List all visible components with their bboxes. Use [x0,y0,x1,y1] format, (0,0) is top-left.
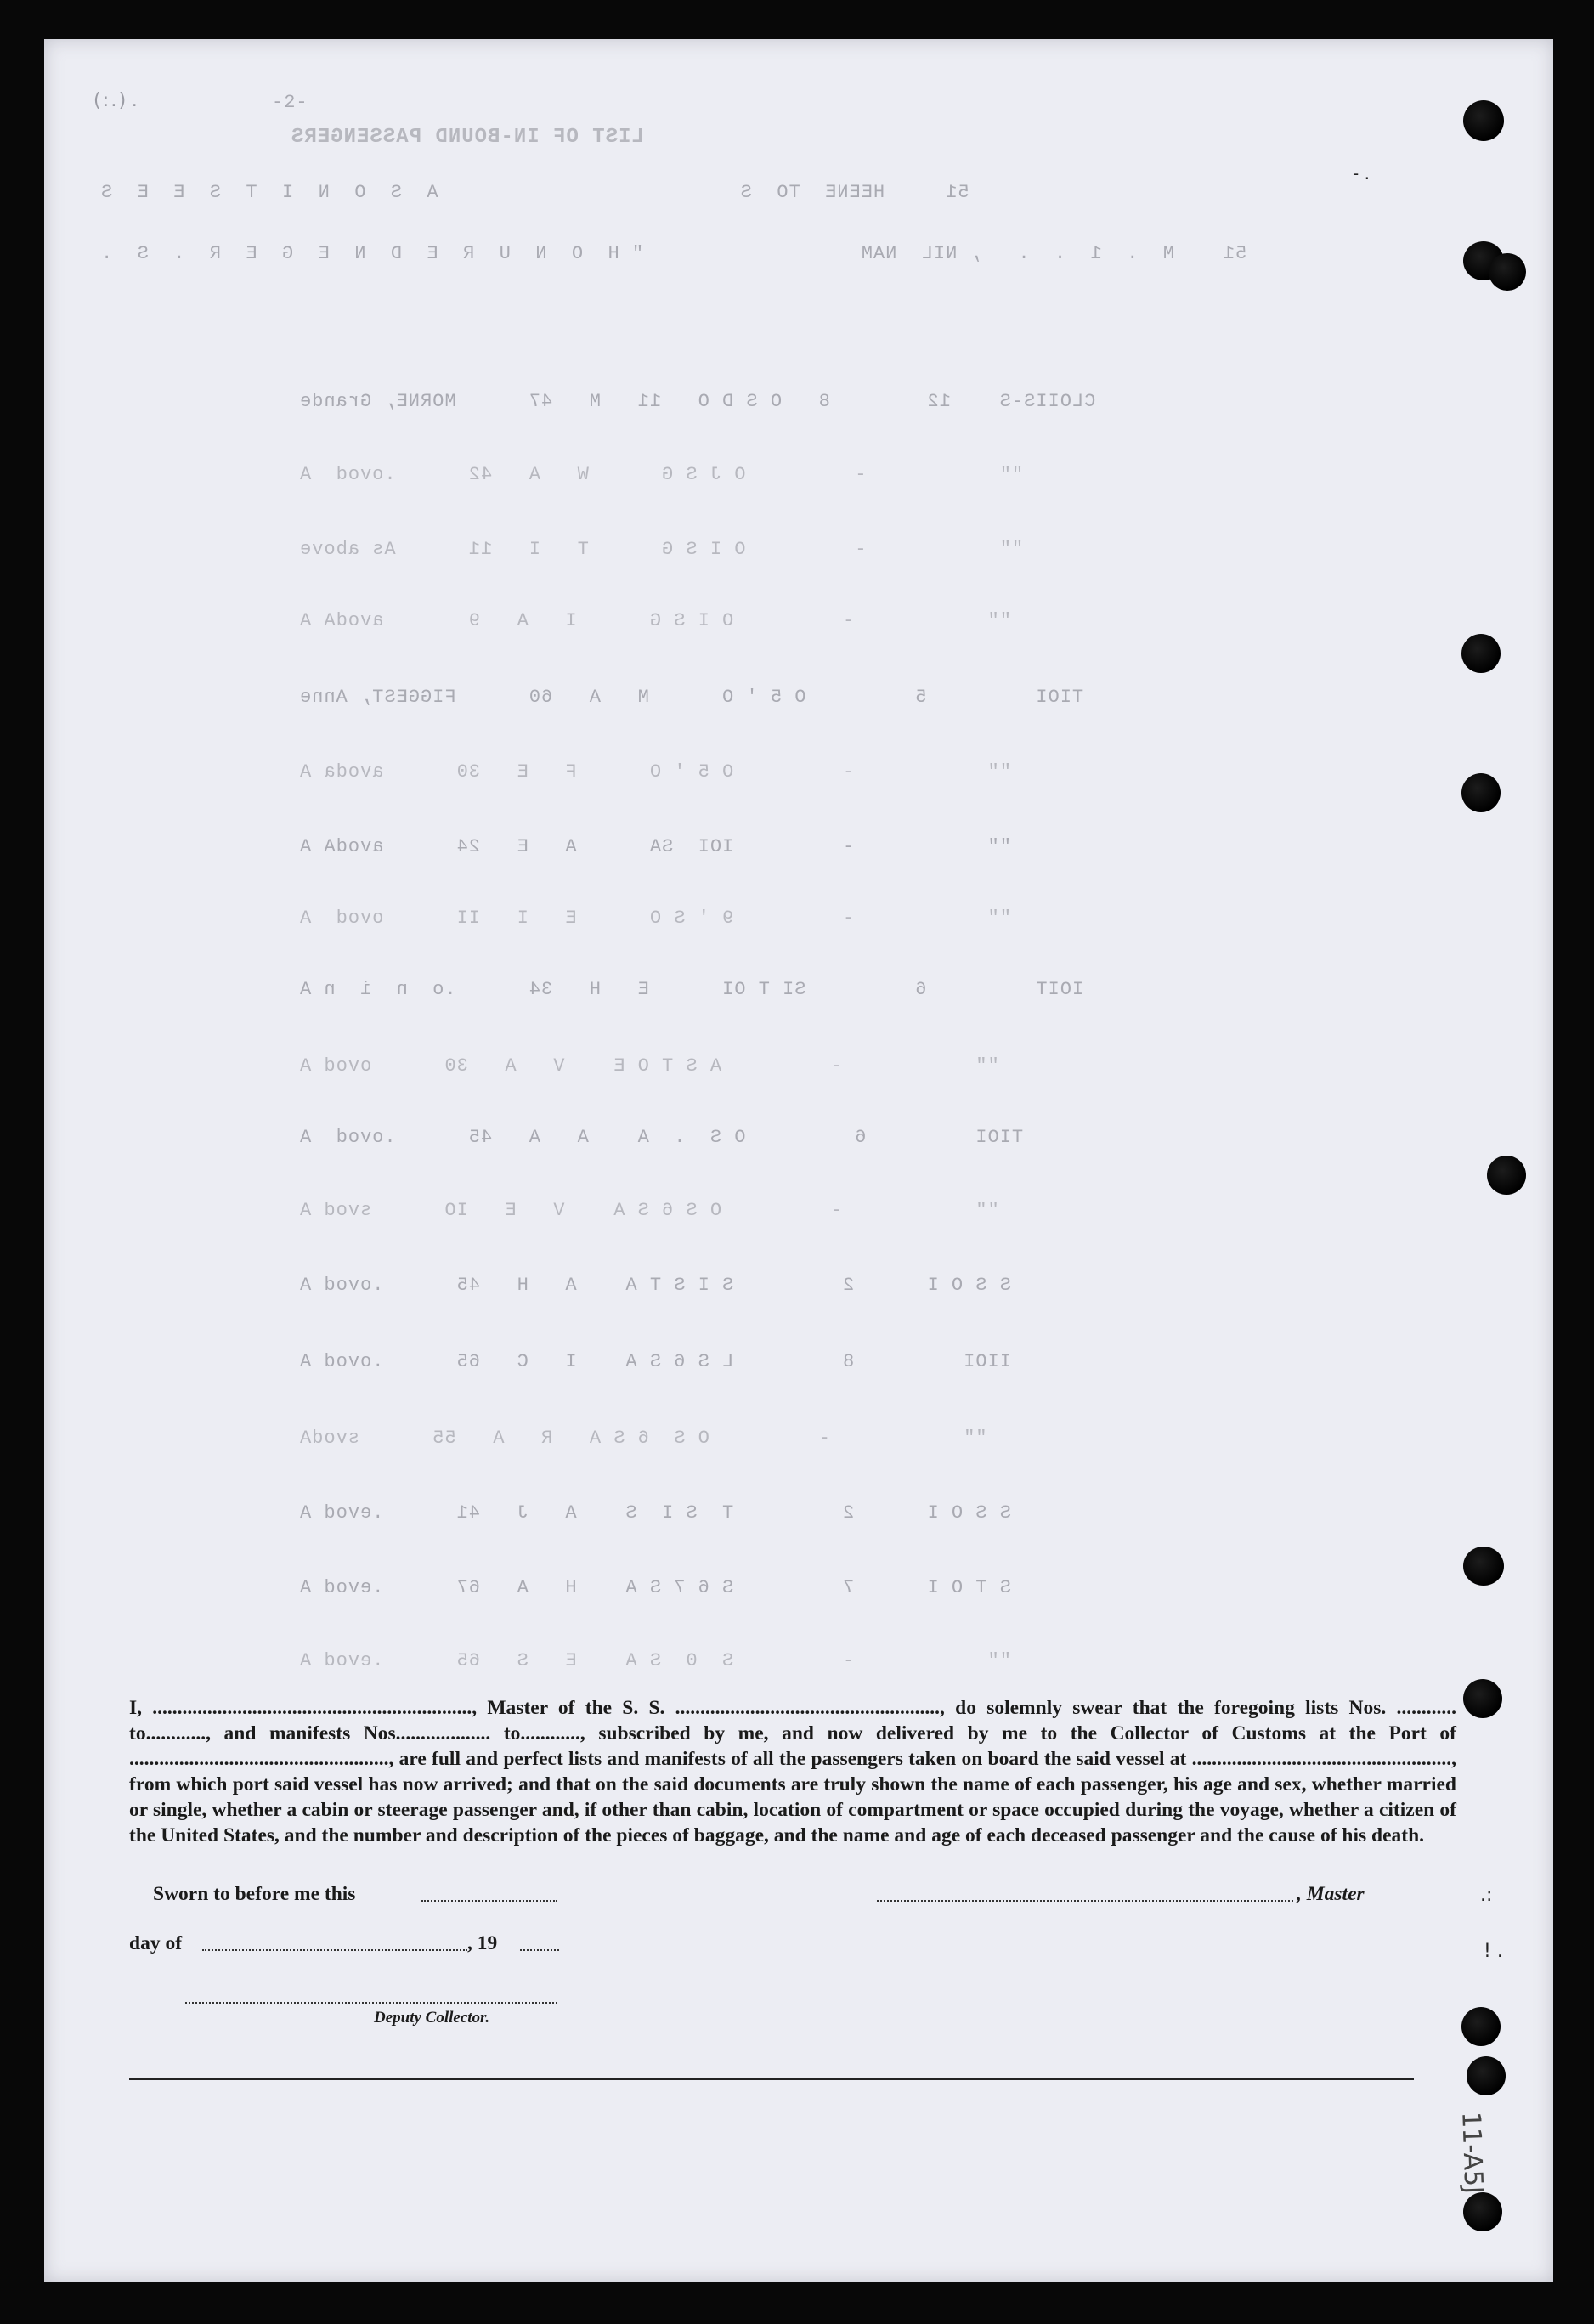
punch-hole [1461,773,1501,812]
bleed-entry: "" - 9 ' S O E I II ovod A [299,908,1011,929]
bleed-entry: CLOIIS-S 12 8 O S D O 11 M 47 MORNE, Grande [299,391,1096,412]
bleed-entry: "" - O I S G T I 11 As above [299,539,1024,560]
day-of-field[interactable] [202,1949,467,1951]
bleed-entry: S T O I 7 S 6 7 S A H A 67 .evod A [299,1577,1011,1598]
bleed-header-title: LIST OF IN-BOUND PASSENGERS [291,126,644,149]
bleed-header-line: 51 M . 1 . . , NIL NAM " H O N U R E D N E G E R . S . [100,243,1247,264]
punch-hole [1489,253,1526,291]
year-field[interactable] [520,1949,559,1951]
bleed-entry: "" - O S 6 S A R A 55 svodA [299,1428,987,1449]
punch-hole [1487,1156,1526,1195]
sworn-date-field[interactable] [421,1900,557,1902]
bleed-entry: "" - O S 6 S A V E IO svod A [299,1200,999,1221]
bleed-entry: TIOI 5 O 5 ' O M A 60 FIGGEST, Anne [299,687,1084,708]
manifest-page [44,39,1553,2282]
bleed-entry: S S O I 2 S I S T A A H 45 .ovod A [299,1275,1011,1296]
punch-hole [1463,100,1504,141]
punch-hole [1461,634,1501,673]
page-number: -2- [272,92,308,113]
handwritten-note: 11-A5J [1456,2111,1489,2195]
bleed-entry: IOIT 6 SI T OI E H 34 .o n i n A [299,979,1084,1000]
day-of-label: day of [129,1932,183,1954]
sworn-label: Sworn to before me this [153,1883,356,1905]
edge-mark: ! . [1484,1941,1503,1962]
bleed-entry: IIOI 8 L S 6 S A I C 65 .ovod A [299,1351,1011,1372]
punch-hole [1463,1679,1502,1718]
bleed-entry: S S O I 2 T S I S A J 41 .evod A [299,1502,1011,1524]
bleed-entry: "" - O I S G I A 9 avodA A [299,610,1011,631]
bleed-entry: "" - O 5 ' O F E 30 avoda A [299,761,1011,783]
edge-mark: - . [1353,163,1370,184]
punch-hole [1463,1547,1504,1586]
bleed-entry: "" - S 0 S A E S 65 .evod A [299,1650,1011,1671]
bleed-header-line: 51 HEENE TO S A S O N I T S E E S [100,182,969,203]
oath-text: I, ................................................................, Master of the S. S. ....................................................., do solemnly swear that the foregoing lists Nos. ............ to............, and manifests Nos................... to............, subscribed by me, and now delivered by me to the Collector of Customs at the Port of ...................................................., are full and perfect lists and manifests of all the passengers taken on board the said vessel at ...................................................., from which port said vessel has now arrived; and that on the said documents are truly shown the name of each passenger, his age and sex, whether married or single, whether a cabin or steerage passenger and, if other than cabin, location of compartment or space occupied during the voyage, whether a citizen of the United States, and the number and description of the pieces of baggage, and the name and age of each deceased passenger and the cause of his death. [129,1697,1456,1846]
master-oath-paragraph [129,1695,1456,1848]
punch-hole [1467,2056,1506,2095]
bleed-entry: "" - IOI SA A E 24 avodA A [299,836,1011,857]
bleed-entry: "" - A S T O E V A 30 ovod A [299,1055,999,1077]
bleed-entry: TIOI 6 O S . A A A 45 .ovod A [299,1127,1024,1148]
bleed-entry: "" - O J S G W A 42 .ovod A [299,464,1024,485]
master-label: , Master [1297,1883,1365,1905]
year-label: , 19 [467,1932,498,1954]
corner-stamp: ( : . ) . [93,90,138,111]
edge-mark: .: [1480,1885,1493,1906]
master-signature-field[interactable] [877,1900,1293,1902]
deputy-collector-signature-field[interactable] [185,2002,557,2004]
bottom-rule [129,2078,1414,2080]
deputy-collector-label: Deputy Collector. [374,2009,490,2027]
punch-hole [1461,2007,1501,2046]
punch-hole [1463,2192,1502,2231]
